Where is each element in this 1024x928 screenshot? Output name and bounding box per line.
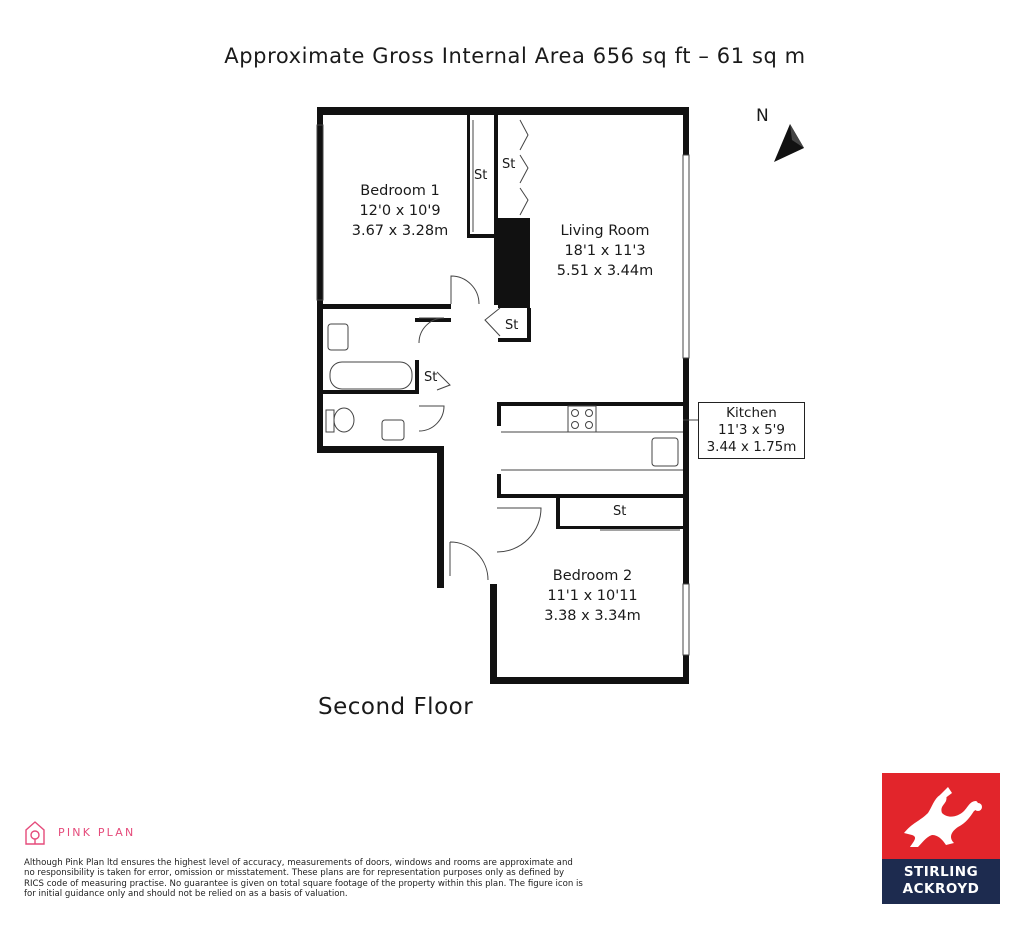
- wall-st-small-right: [527, 308, 531, 342]
- wall-right-top: [683, 107, 689, 155]
- stirling-ackroyd-logo: [882, 773, 1000, 904]
- wall-kitchen-bottom: [497, 494, 683, 498]
- hob-ring: [586, 422, 593, 429]
- room-imperial: 18'1 x 11'3: [564, 243, 646, 259]
- disclaimer-text: Although Pink Plan ltd ensures the highest level of accuracy, measurements of doors, windows and rooms are approximate and no responsibility is taken for error, omission or misstatement. These plans are for representation purposes only as defined by RICS code of measuring practise. No guarantee is given on total square footage of the property within this plan. The figure icon is for initial guidance only and should not be relied on as a basis of valuation.: [24, 858, 583, 900]
- room-imperial: 12'0 x 10'9: [359, 203, 441, 219]
- wall-left-upper: [317, 107, 323, 452]
- room-metric: 3.67 x 3.28m: [351, 223, 449, 239]
- wall-right-lower: [683, 508, 689, 584]
- room-metric: 5.51 x 3.44m: [556, 263, 654, 279]
- wall-st-bed2-top: [556, 498, 560, 528]
- wall-bath-divider: [323, 390, 415, 394]
- wall-st-bed1-left: [467, 115, 470, 237]
- wall-st-right: [494, 115, 498, 305]
- storage-label: St: [613, 504, 627, 519]
- bath-tub: [330, 362, 412, 389]
- door-entry: [450, 542, 488, 580]
- room-kitchen: [698, 402, 805, 459]
- room-living: [545, 221, 665, 281]
- door-st-small: [485, 308, 500, 336]
- logo-line-1: STIRLING: [903, 864, 979, 880]
- wall-st-small-bottom: [498, 338, 531, 342]
- wall-bottom-bath: [317, 446, 443, 453]
- wc-pan: [334, 408, 354, 432]
- floor-label: Second Floor: [318, 694, 474, 720]
- storage-label: St: [505, 318, 519, 333]
- room-bedroom-2: [530, 566, 655, 626]
- room-metric: 3.44 x 1.75m: [706, 439, 797, 455]
- wall-bed2-bottom: [490, 677, 689, 684]
- room-imperial: 11'1 x 10'11: [547, 588, 638, 604]
- room-name: Kitchen: [726, 405, 777, 421]
- room-bedroom-1: [340, 181, 460, 241]
- wall-kitchen-left: [497, 402, 501, 426]
- door-wc: [419, 406, 444, 431]
- hob-ring: [572, 422, 579, 429]
- room-name: Bedroom 2: [552, 568, 633, 584]
- room-name: Bedroom 1: [360, 183, 440, 199]
- hob-ring: [586, 410, 593, 417]
- wall-st-bed2-bottom: [556, 526, 683, 529]
- door-bed2: [497, 508, 541, 552]
- logo-wordmark: [882, 859, 1000, 904]
- brand-name: PINK PLAN: [58, 826, 136, 839]
- wardrobe-doors: [520, 120, 528, 215]
- wall-entry-left: [437, 446, 444, 588]
- storage-label: St: [502, 157, 516, 172]
- wall-right-mid: [683, 358, 689, 508]
- storage-label: St: [474, 168, 488, 183]
- window-bed2: [683, 584, 689, 655]
- wall-st-bath: [415, 360, 419, 394]
- kitchen-sink: [652, 438, 678, 466]
- hob: [568, 406, 596, 432]
- area-title: Approximate Gross Internal Area 656 sq ft – 61 sq m: [224, 44, 806, 68]
- wc-cistern: [326, 410, 334, 432]
- room-name: Living Room: [560, 223, 650, 239]
- wall-top: [317, 107, 688, 115]
- wall-kitchen-stub: [497, 474, 501, 498]
- bath-basin: [328, 324, 348, 350]
- logo-emblem: [882, 773, 1000, 859]
- door-bed1: [451, 276, 479, 304]
- logo-line-2: ACKROYD: [902, 881, 980, 897]
- wall-bed1-bottom: [323, 304, 451, 309]
- compass-label: N: [756, 106, 769, 126]
- room-metric: 3.38 x 3.34m: [544, 608, 641, 624]
- hob-ring: [572, 410, 579, 417]
- window-living: [683, 155, 689, 358]
- wall-bed2-left: [490, 584, 497, 683]
- storage-label: St: [424, 370, 438, 385]
- door-st-bath: [437, 372, 450, 390]
- north-arrow-icon: [774, 124, 804, 162]
- room-imperial: 11'3 x 5'9: [718, 422, 785, 438]
- wall-st-bed1-bottom: [467, 234, 497, 238]
- wall-kitchen-top: [497, 402, 683, 406]
- chimney: [498, 218, 530, 308]
- griffin-icon: [882, 773, 1000, 859]
- wc-basin: [382, 420, 404, 440]
